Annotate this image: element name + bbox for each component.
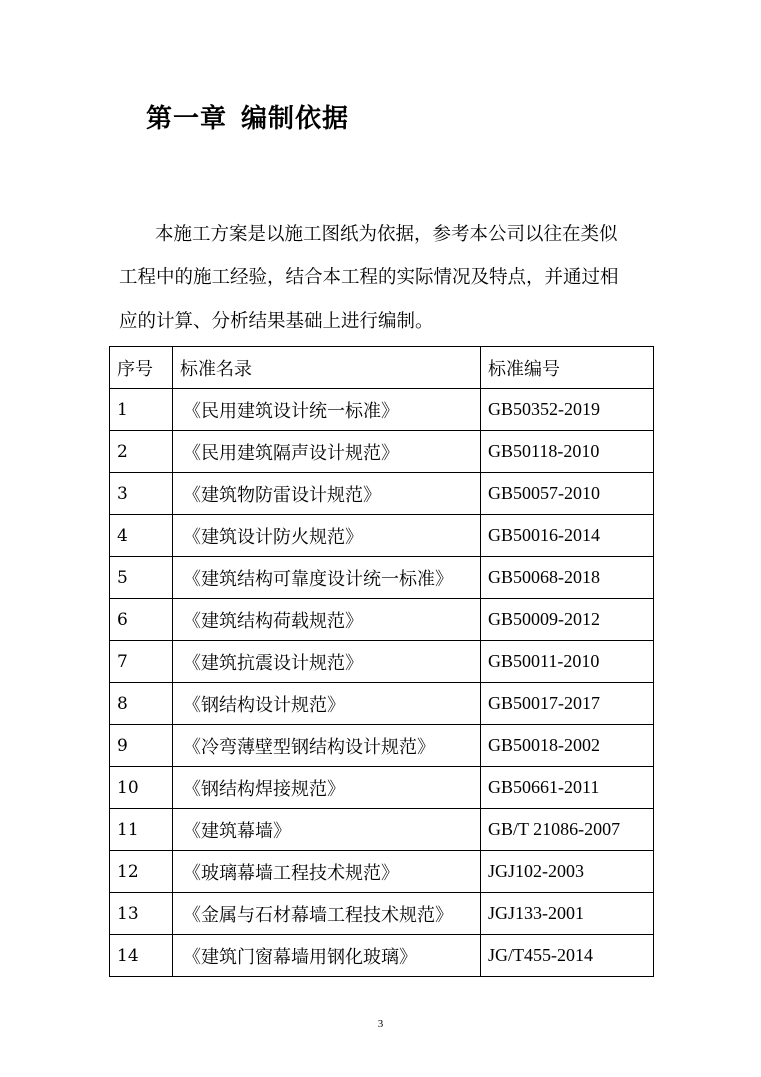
cell-standard-name: 《玻璃幕墙工程技术规范》 — [173, 851, 481, 893]
cell-standard-code: GB50018-2002 — [481, 725, 654, 767]
table-row — [110, 935, 654, 977]
standards-table — [109, 346, 654, 977]
cell-no: 1 — [110, 389, 173, 431]
cell-standard-name: 《民用建筑设计统一标准》 — [173, 389, 481, 431]
cell-standard-name: 《建筑结构可靠度设计统一标准》 — [173, 557, 481, 599]
cell-standard-code: GB50011-2010 — [481, 641, 654, 683]
chapter-name: 编制依据 — [241, 104, 350, 134]
header-code: 标准编号 — [481, 347, 654, 389]
cell-no: 11 — [110, 809, 173, 851]
cell-standard-name: 《钢结构焊接规范》 — [173, 767, 481, 809]
table-row — [110, 557, 654, 599]
chapter-number: 第一章 — [146, 104, 228, 134]
cell-no: 3 — [110, 473, 173, 515]
intro-line-1: 本施工方案是以施工图纸为依据，参考本公司以往在类似 — [155, 224, 618, 245]
table-row — [110, 515, 654, 557]
cell-standard-code: JG/T455-2014 — [481, 935, 654, 977]
chapter-title — [146, 96, 349, 142]
cell-standard-code: GB50661-2011 — [481, 767, 654, 809]
table-row — [110, 683, 654, 725]
intro-line-3: 应的计算、分析结果基础上进行编制。 — [119, 311, 434, 332]
cell-standard-name: 《建筑结构荷载规范》 — [173, 599, 481, 641]
table-row — [110, 851, 654, 893]
header-name: 标准名录 — [173, 347, 481, 389]
table-body — [110, 389, 654, 977]
cell-no: 5 — [110, 557, 173, 599]
cell-standard-code: GB50009-2012 — [481, 599, 654, 641]
cell-no: 4 — [110, 515, 173, 557]
cell-no: 12 — [110, 851, 173, 893]
table-row — [110, 767, 654, 809]
table-row — [110, 809, 654, 851]
cell-standard-name: 《建筑物防雷设计规范》 — [173, 473, 481, 515]
table-row — [110, 893, 654, 935]
table-row — [110, 641, 654, 683]
cell-standard-name: 《建筑门窗幕墙用钢化玻璃》 — [173, 935, 481, 977]
cell-no: 10 — [110, 767, 173, 809]
cell-standard-name: 《建筑抗震设计规范》 — [173, 641, 481, 683]
cell-no: 8 — [110, 683, 173, 725]
table-header-row — [110, 347, 654, 389]
table-row — [110, 599, 654, 641]
cell-standard-code: JGJ102-2003 — [481, 851, 654, 893]
cell-no: 6 — [110, 599, 173, 641]
cell-standard-code: GB50352-2019 — [481, 389, 654, 431]
cell-no: 13 — [110, 893, 173, 935]
cell-standard-name: 《冷弯薄壁型钢结构设计规范》 — [173, 725, 481, 767]
cell-standard-code: GB50118-2010 — [481, 431, 654, 473]
cell-standard-name: 《民用建筑隔声设计规范》 — [173, 431, 481, 473]
table-row — [110, 725, 654, 767]
table-row — [110, 389, 654, 431]
cell-no: 9 — [110, 725, 173, 767]
cell-standard-code: GB50057-2010 — [481, 473, 654, 515]
cell-standard-code: GB50016-2014 — [481, 515, 654, 557]
table-row — [110, 473, 654, 515]
cell-standard-code: JGJ133-2001 — [481, 893, 654, 935]
intro-line-2: 工程中的施工经验，结合本工程的实际情况及特点，并通过相 — [119, 267, 619, 288]
cell-standard-code: GB50017-2017 — [481, 683, 654, 725]
cell-no: 14 — [110, 935, 173, 977]
header-no: 序号 — [110, 347, 173, 389]
cell-standard-code: GB/T 21086-2007 — [481, 809, 654, 851]
cell-standard-name: 《金属与石材幕墙工程技术规范》 — [173, 893, 481, 935]
cell-standard-name: 《建筑幕墙》 — [173, 809, 481, 851]
cell-standard-name: 《建筑设计防火规范》 — [173, 515, 481, 557]
cell-no: 2 — [110, 431, 173, 473]
table-row — [110, 431, 654, 473]
cell-standard-code: GB50068-2018 — [481, 557, 654, 599]
page-number: 3 — [377, 1018, 384, 1030]
cell-standard-name: 《钢结构设计规范》 — [173, 683, 481, 725]
cell-no: 7 — [110, 641, 173, 683]
